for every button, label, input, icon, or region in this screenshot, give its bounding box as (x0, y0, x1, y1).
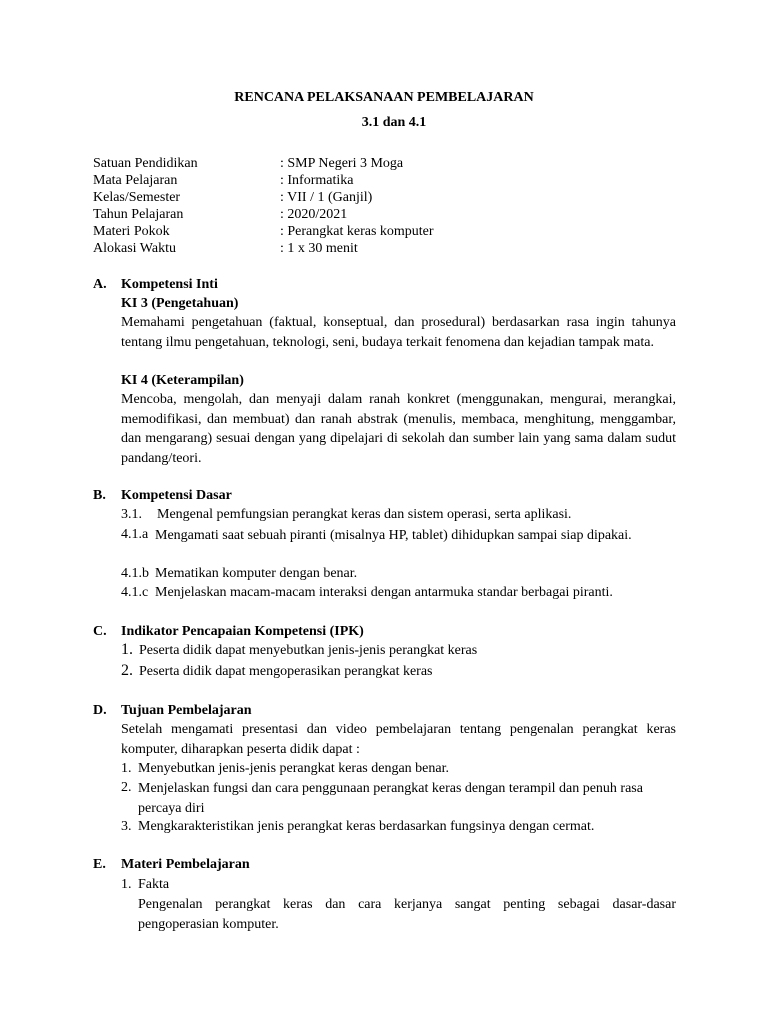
info-label: Satuan Pendidikan (93, 156, 198, 171)
section-title: Indikator Pencapaian Kompetensi (IPK) (121, 624, 364, 639)
materi-text: Fakta (138, 877, 170, 892)
kd-text: Mengenal pemfungsian perangkat keras dan sistem operasi, serta aplikasi. (157, 507, 572, 522)
section-letter: A. (93, 277, 107, 292)
kd-text: Mengamati saat sebuah piranti (misalnya HP, tablet) dihidupkan sampai siap dipakai. (155, 528, 632, 543)
document-subtitle: 3.1 dan 4.1 (361, 115, 427, 130)
info-value: : VII / 1 (Ganjil) (280, 190, 373, 205)
info-value: : Informatika (280, 173, 354, 188)
ki4-text: Mencoba, mengolah, dan menyaji dalam ranah konkret (menggunakan, mengurai, merangkai, memodifikasi, dan membuat) dan ranah abstrak (menulis, membaca, menghitung, menggambar, dan mengarang) sesuai dengan yang dipelajari di sekolah dan sumber lain yang sama dalam sudut pandang/teori. (121, 392, 676, 466)
section-letter: C. (93, 624, 107, 639)
kd-number: 4.1.c (121, 585, 149, 600)
ki3-text: Memahami pengetahuan (faktual, konseptual, dan prosedural) berdasarkan rasa ingin tahunya tentang ilmu pengetahuan, teknologi, seni, budaya terkait fenomena dan kejadian tampak mata. (121, 315, 676, 350)
info-label: Materi Pokok (93, 224, 170, 239)
tujuan-number: 1. (121, 761, 132, 776)
materi-number: 1. (121, 877, 132, 892)
document-title: RENCANA PELAKSANAAN PEMBELAJARAN (234, 90, 534, 105)
section-title: Kompetensi Dasar (121, 488, 232, 503)
kd-number: 3.1. (121, 507, 142, 522)
ipk-number: 1. (121, 641, 133, 658)
fakta-text: Pengenalan perangkat keras dan cara kerjanya sangat penting sebagai dasar-dasar pengoperasian komputer. (138, 897, 676, 932)
kd-number: 4.1.b (121, 566, 149, 581)
section-letter: B. (93, 488, 106, 503)
tujuan-intro: Setelah mengamati presentasi dan video pembelajaran tentang pengenalan perangkat keras komputer, diharapkan peserta didik dapat : (121, 722, 676, 757)
info-value: : SMP Negeri 3 Moga (280, 156, 404, 171)
info-label: Mata Pelajaran (93, 173, 178, 188)
info-label: Tahun Pelajaran (93, 207, 184, 222)
tujuan-number: 2. (121, 780, 132, 795)
section-title: Tujuan Pembelajaran (121, 703, 252, 718)
section-title: Kompetensi Inti (121, 277, 218, 292)
section-letter: E. (93, 857, 106, 872)
kd-text: Mematikan komputer dengan benar. (155, 566, 358, 581)
ki4-title: KI 4 (Keterampilan) (121, 373, 244, 388)
section-title: Materi Pembelajaran (121, 857, 250, 872)
info-value: : 2020/2021 (280, 207, 348, 222)
info-value: : 1 x 30 menit (280, 241, 358, 256)
kd-text: Menjelaskan macam-macam interaksi dengan antarmuka standar berbagai piranti. (155, 585, 613, 600)
tujuan-text: Menjelaskan fungsi dan cara penggunaan perangkat keras dengan terampil dan penuh rasa percaya diri (138, 781, 643, 816)
info-label: Alokasi Waktu (93, 241, 176, 256)
tujuan-text: Mengkarakteristikan jenis perangkat keras berdasarkan fungsinya dengan cermat. (138, 819, 595, 834)
info-value: : Perangkat keras komputer (280, 224, 434, 239)
kd-number: 4.1.a (121, 527, 149, 542)
ipk-number: 2. (121, 662, 133, 679)
info-label: Kelas/Semester (93, 190, 181, 205)
ipk-text: Peserta didik dapat menyebutkan jenis-jenis perangkat keras (139, 643, 478, 658)
section-letter: D. (93, 703, 107, 718)
ki3-title: KI 3 (Pengetahuan) (121, 296, 239, 311)
tujuan-number: 3. (121, 819, 132, 834)
tujuan-text: Menyebutkan jenis-jenis perangkat keras dengan benar. (138, 761, 450, 776)
ipk-text: Peserta didik dapat mengoperasikan perangkat keras (139, 664, 433, 679)
